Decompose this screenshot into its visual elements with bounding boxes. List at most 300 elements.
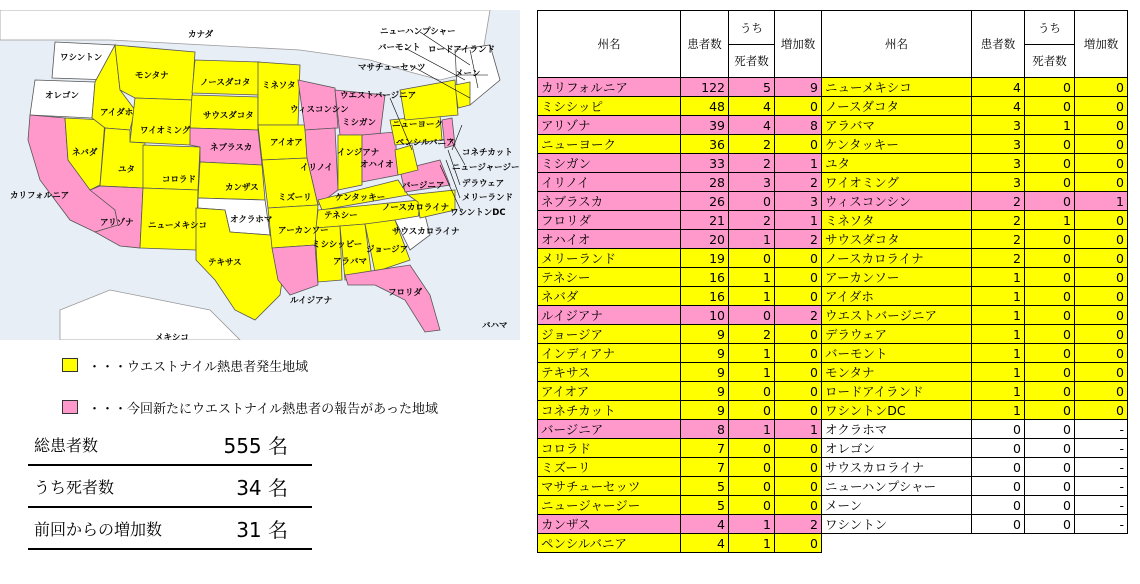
header-increase-2: 増加数 — [1075, 11, 1128, 78]
cell-patients: 5 — [681, 477, 729, 496]
header-deaths-2: 死者数 — [1025, 45, 1075, 78]
cell-deaths: 1 — [729, 268, 775, 287]
map-label-alabama: アラバマ — [333, 257, 368, 267]
cell-state-name-2: ワシントン — [822, 515, 972, 534]
cell-state-name: ルイジアナ — [538, 306, 681, 325]
map-label-california: カリフォルニア — [10, 191, 70, 201]
header-patients-2: 患者数 — [972, 11, 1025, 78]
cell-increase: 0 — [775, 477, 822, 496]
cell-state-name-2: ノースダコタ — [822, 97, 972, 116]
map-label-oklahoma: オクラホマ — [230, 215, 273, 225]
cell-patients: 48 — [681, 97, 729, 116]
cell-patients-2: 3 — [972, 116, 1025, 135]
cell-state-name-2: ノースカロライナ — [822, 249, 972, 268]
map-label-south-carolina: サウスカロライナ — [392, 227, 460, 237]
map-label-south-dakota: サウスダコタ — [203, 111, 254, 121]
map-label-georgia: ジョージア — [366, 245, 409, 255]
cell-patients-2: 0 — [972, 477, 1025, 496]
cell-patients-2: 4 — [972, 97, 1025, 116]
cell-increase: 0 — [775, 534, 822, 553]
header-increase: 増加数 — [775, 11, 822, 78]
cell-deaths: 0 — [729, 249, 775, 268]
header-deaths: 死者数 — [729, 45, 775, 78]
cell-state-name-2: ニューハンプシャー — [822, 477, 972, 496]
cell-deaths-2: 0 — [1025, 135, 1075, 154]
cell-increase: 0 — [775, 439, 822, 458]
table-row — [538, 135, 1128, 154]
cell-state-name: テキサス — [538, 363, 681, 382]
cell-state-name: ジョージア — [538, 325, 681, 344]
table-row — [538, 382, 1128, 401]
total-patients-label: 総患者数 — [34, 435, 99, 455]
map-label-oregon: オレゴン — [45, 91, 80, 101]
cell-patients: 8 — [681, 420, 729, 439]
cell-state-name: オハイオ — [538, 230, 681, 249]
cell-patients-2: 0 — [972, 458, 1025, 477]
cell-deaths: 0 — [729, 458, 775, 477]
cell-deaths: 0 — [729, 496, 775, 515]
cell-increase-2: 0 — [1075, 154, 1128, 173]
cell-state-name: コロラド — [538, 439, 681, 458]
cell-deaths: 0 — [729, 401, 775, 420]
header-state-2: 州名 — [822, 11, 972, 78]
map-label-tennessee: テネシー — [324, 211, 358, 221]
header-patients: 患者数 — [681, 11, 729, 78]
table-row — [538, 211, 1128, 230]
header-of-which-2: うち — [1025, 11, 1075, 45]
cell-deaths: 1 — [729, 230, 775, 249]
cell-patients-2: 3 — [972, 173, 1025, 192]
map-label-new-mexico: ニューメキシコ — [148, 221, 207, 231]
cell-deaths-2: 0 — [1025, 420, 1075, 439]
cell-state-name-2: オクラホマ — [822, 420, 972, 439]
cell-patients: 16 — [681, 268, 729, 287]
cell-deaths-2: 0 — [1025, 249, 1075, 268]
cell-patients-2: 1 — [972, 306, 1025, 325]
state-cases-table — [537, 10, 1128, 553]
cell-increase: 0 — [775, 344, 822, 363]
cell-deaths-2 — [1025, 534, 1075, 553]
cell-state-name: フロリダ — [538, 211, 681, 230]
cell-patients: 20 — [681, 230, 729, 249]
cell-state-name: ニュージャージー — [538, 496, 681, 515]
cell-patients-2: 2 — [972, 230, 1025, 249]
total-deaths-row — [28, 466, 312, 508]
cell-patients-2: 1 — [972, 344, 1025, 363]
map-label-missouri: ミズーリ — [278, 193, 312, 203]
cell-patients-2: 2 — [972, 211, 1025, 230]
map-label-arkansas: アーカンソー — [278, 226, 329, 236]
table-row — [538, 401, 1128, 420]
cell-deaths: 0 — [729, 382, 775, 401]
cell-state-name: インディアナ — [538, 344, 681, 363]
cell-deaths: 1 — [729, 420, 775, 439]
cell-increase: 0 — [775, 382, 822, 401]
total-patients-value: 555 名 — [223, 433, 288, 458]
map-label-idaho: アイダホ — [100, 108, 134, 118]
cell-patients: 28 — [681, 173, 729, 192]
cell-state-name: コネチカット — [538, 401, 681, 420]
cell-deaths: 4 — [729, 97, 775, 116]
total-patients-row — [28, 424, 312, 466]
table-row — [538, 420, 1128, 439]
cell-patients-2: 3 — [972, 154, 1025, 173]
map-label-mississippi: ミシシッピー — [312, 240, 363, 250]
table-row — [538, 496, 1128, 515]
totals-summary — [28, 424, 312, 550]
cell-deaths: 0 — [729, 439, 775, 458]
cell-patients-2: 2 — [972, 192, 1025, 211]
cell-increase-2: 0 — [1075, 116, 1128, 135]
cell-increase: 0 — [775, 249, 822, 268]
cell-patients-2: 0 — [972, 439, 1025, 458]
total-increase-value: 31 名 — [236, 517, 288, 542]
map-label-new-hampshire: ニューハンプシャー — [380, 27, 456, 37]
legend-row-pink — [62, 394, 482, 420]
cell-deaths: 2 — [729, 135, 775, 154]
cell-deaths-2: 0 — [1025, 192, 1075, 211]
cell-increase-2: 0 — [1075, 382, 1128, 401]
table-header-row — [538, 11, 1128, 45]
map-label-massachusetts: マサチューセッツ — [358, 63, 426, 73]
table-row — [538, 515, 1128, 534]
cell-patients: 9 — [681, 363, 729, 382]
cell-state-name-2: アーカンソー — [822, 268, 972, 287]
map-label-washington-dc: ワシントンDC — [450, 208, 506, 218]
cell-increase-2: 1 — [1075, 192, 1128, 211]
table-row — [538, 344, 1128, 363]
cell-patients: 10 — [681, 306, 729, 325]
cell-patients-2: 1 — [972, 382, 1025, 401]
table-row — [538, 249, 1128, 268]
cell-increase-2: 0 — [1075, 401, 1128, 420]
map-label-canada: カナダ — [188, 30, 214, 40]
cell-patients: 4 — [681, 534, 729, 553]
cell-state-name-2: ユタ — [822, 154, 972, 173]
cell-patients: 5 — [681, 496, 729, 515]
cell-increase-2: - — [1075, 420, 1128, 439]
cell-increase: 0 — [775, 458, 822, 477]
cell-patients: 39 — [681, 116, 729, 135]
cell-patients: 7 — [681, 439, 729, 458]
cell-patients-2: 4 — [972, 78, 1025, 97]
yellow-swatch — [62, 358, 78, 372]
cell-increase: 0 — [775, 496, 822, 515]
cell-increase-2: 0 — [1075, 135, 1128, 154]
map-label-minnesota: ミネソタ — [262, 81, 296, 91]
table-row — [538, 97, 1128, 116]
cell-state-name-2: ワイオミング — [822, 173, 972, 192]
cell-state-name-2: デラウェア — [822, 325, 972, 344]
map-label-nevada: ネバダ — [72, 148, 98, 158]
cell-increase: 3 — [775, 192, 822, 211]
cell-patients-2: 1 — [972, 287, 1025, 306]
legend-pink-label: ・・・今回新たにウエストナイル熱患者の報告があった地域 — [88, 401, 438, 417]
cell-state-name: テネシー — [538, 268, 681, 287]
cell-deaths: 1 — [729, 287, 775, 306]
cell-increase-2: 0 — [1075, 287, 1128, 306]
map-label-louisiana: ルイジアナ — [290, 296, 333, 306]
cell-deaths: 5 — [729, 78, 775, 97]
cell-increase: 8 — [775, 116, 822, 135]
table-row — [538, 78, 1128, 97]
cell-state-name: カンザス — [538, 515, 681, 534]
cell-deaths-2: 0 — [1025, 401, 1075, 420]
map-label-maryland: メリーランド — [462, 193, 514, 203]
cell-increase-2: 0 — [1075, 211, 1128, 230]
cell-state-name-2: アイダホ — [822, 287, 972, 306]
cell-patients-2: 0 — [972, 496, 1025, 515]
map-label-new-jersey: ニュージャージー — [452, 163, 520, 173]
map-label-michigan: ミシガン — [342, 118, 377, 128]
cell-deaths-2: 0 — [1025, 477, 1075, 496]
table-row — [538, 268, 1128, 287]
cell-deaths: 0 — [729, 192, 775, 211]
table-row — [538, 439, 1128, 458]
cell-state-name: ネブラスカ — [538, 192, 681, 211]
legend-yellow-label: ・・・ウエストナイル熱患者発生地域 — [88, 359, 309, 375]
pink-swatch — [62, 400, 78, 414]
table-row — [538, 534, 1128, 553]
cell-deaths-2: 0 — [1025, 363, 1075, 382]
map-label-iowa: アイオア — [270, 138, 303, 148]
map-label-colorado: コロラド — [162, 175, 197, 185]
cell-increase-2: - — [1075, 496, 1128, 515]
cell-state-name: アリゾナ — [538, 116, 681, 135]
cell-state-name: ミズーリ — [538, 458, 681, 477]
map-label-indiana: インジアナ — [337, 148, 380, 158]
cell-patients: 36 — [681, 135, 729, 154]
map-label-washington: ワシントン — [60, 53, 103, 63]
cell-patients-2: 1 — [972, 268, 1025, 287]
cell-deaths: 0 — [729, 477, 775, 496]
map-label-nebraska: ネブラスカ — [210, 143, 253, 153]
map-label-illinois: イリノイ — [300, 163, 333, 173]
cell-increase: 0 — [775, 363, 822, 382]
cell-state-name: メリーランド — [538, 249, 681, 268]
cell-increase: 1 — [775, 154, 822, 173]
cell-state-name-2: サウスカロライナ — [822, 458, 972, 477]
cell-state-name: ネバダ — [538, 287, 681, 306]
cell-state-name: ニューヨーク — [538, 135, 681, 154]
cell-patients: 4 — [681, 515, 729, 534]
map-label-utah: ユタ — [118, 165, 136, 175]
cell-deaths-2: 0 — [1025, 458, 1075, 477]
cell-deaths: 3 — [729, 173, 775, 192]
table-row — [538, 325, 1128, 344]
map-label-maine: メーン — [455, 69, 481, 79]
cell-deaths-2: 0 — [1025, 97, 1075, 116]
legend-row-yellow — [62, 352, 482, 378]
cell-deaths: 2 — [729, 211, 775, 230]
cell-increase: 0 — [775, 97, 822, 116]
map-label-pennsylvania: ペンシルバニア — [396, 138, 455, 148]
cell-patients: 21 — [681, 211, 729, 230]
cell-state-name-2: オレゴン — [822, 439, 972, 458]
cell-patients-2: 1 — [972, 363, 1025, 382]
cell-state-name-2: ニューメキシコ — [822, 78, 972, 97]
cell-patients: 7 — [681, 458, 729, 477]
cell-increase: 0 — [775, 135, 822, 154]
map-label-florida: フロリダ — [388, 288, 423, 298]
cell-patients-2: 2 — [972, 249, 1025, 268]
map-label-new-york: ニューヨーク — [392, 120, 444, 130]
map-label-virginia: バージニア — [402, 181, 445, 191]
table-row — [538, 192, 1128, 211]
map-label-rhode-island: ロードアイランド — [428, 45, 495, 55]
cell-deaths-2: 0 — [1025, 306, 1075, 325]
cell-state-name: バージニア — [538, 420, 681, 439]
cell-patients-2 — [972, 534, 1025, 553]
map-label-north-carolina: ノースカロライナ — [382, 203, 450, 213]
cell-state-name: マサチューセッツ — [538, 477, 681, 496]
cell-patients: 33 — [681, 154, 729, 173]
map-label-west-virginia: ウエストバージニア — [340, 91, 417, 101]
cell-deaths: 2 — [729, 154, 775, 173]
table-row — [538, 287, 1128, 306]
cell-state-name-2: モンタナ — [822, 363, 972, 382]
cell-deaths-2: 0 — [1025, 515, 1075, 534]
cell-state-name: ペンシルバニア — [538, 534, 681, 553]
cell-state-name-2: メーン — [822, 496, 972, 515]
cell-increase: 0 — [775, 325, 822, 344]
total-increase-row — [28, 508, 312, 550]
cell-increase: 2 — [775, 230, 822, 249]
cell-deaths-2: 0 — [1025, 154, 1075, 173]
cell-patients: 9 — [681, 401, 729, 420]
cell-state-name: イリノイ — [538, 173, 681, 192]
cell-deaths: 1 — [729, 344, 775, 363]
map-label-delaware: デラウェア — [462, 179, 505, 189]
cell-state-name-2: サウスダコタ — [822, 230, 972, 249]
cell-deaths-2: 1 — [1025, 211, 1075, 230]
cell-deaths: 2 — [729, 325, 775, 344]
cell-increase-2 — [1075, 534, 1128, 553]
total-deaths-label: うち死者数 — [34, 477, 115, 497]
map-label-vermont: バーモント — [378, 43, 421, 53]
cell-increase-2: 0 — [1075, 249, 1128, 268]
map-label-ohio: オハイオ — [360, 160, 394, 170]
header-state: 州名 — [538, 11, 681, 78]
table-row — [538, 363, 1128, 382]
cell-patients-2: 0 — [972, 515, 1025, 534]
cell-increase: 9 — [775, 78, 822, 97]
cell-state-name-2: ウエストバージニア — [822, 306, 972, 325]
cell-increase-2: 0 — [1075, 325, 1128, 344]
cell-deaths-2: 0 — [1025, 344, 1075, 363]
table-row — [538, 154, 1128, 173]
cell-patients: 26 — [681, 192, 729, 211]
cell-deaths-2: 0 — [1025, 439, 1075, 458]
total-increase-label: 前回からの増加数 — [34, 519, 163, 539]
cell-increase-2: - — [1075, 477, 1128, 496]
us-map — [0, 10, 520, 340]
map-label-kentucky: ケンタッキー — [335, 193, 386, 203]
table-row — [538, 230, 1128, 249]
map-label-wisconsin: ウィスコンシン — [290, 105, 349, 115]
cell-patients-2: 1 — [972, 325, 1025, 344]
cell-increase-2: 0 — [1075, 78, 1128, 97]
cell-state-name: ミシシッピ — [538, 97, 681, 116]
cell-deaths-2: 0 — [1025, 78, 1075, 97]
cell-increase-2: 0 — [1075, 173, 1128, 192]
cell-increase-2: 0 — [1075, 344, 1128, 363]
cell-increase-2: 0 — [1075, 306, 1128, 325]
cell-deaths: 1 — [729, 534, 775, 553]
total-deaths-value: 34 名 — [236, 475, 288, 500]
cell-state-name: ミシガン — [538, 154, 681, 173]
cell-increase: 2 — [775, 515, 822, 534]
cell-increase-2: 0 — [1075, 268, 1128, 287]
cell-increase: 1 — [775, 211, 822, 230]
map-label-kansas: カンザス — [225, 183, 259, 193]
cell-deaths: 4 — [729, 116, 775, 135]
map-label-connecticut: コネチカット — [462, 148, 513, 158]
cell-state-name-2: アラバマ — [822, 116, 972, 135]
cell-patients-2: 3 — [972, 135, 1025, 154]
cell-patients: 16 — [681, 287, 729, 306]
cell-state-name-2: ウィスコンシン — [822, 192, 972, 211]
cell-increase-2: 0 — [1075, 97, 1128, 116]
cell-state-name: カリフォルニア — [538, 78, 681, 97]
cell-patients-2: 0 — [972, 420, 1025, 439]
cell-increase: 2 — [775, 306, 822, 325]
cell-state-name-2: ミネソタ — [822, 211, 972, 230]
cell-patients-2: 1 — [972, 401, 1025, 420]
cell-patients: 122 — [681, 78, 729, 97]
cell-increase: 2 — [775, 173, 822, 192]
cell-state-name-2: ワシントンDC — [822, 401, 972, 420]
map-label-wyoming: ワイオミング — [140, 126, 191, 136]
map-label-north-dakota: ノースダコタ — [200, 78, 251, 88]
cell-increase: 1 — [775, 420, 822, 439]
cell-deaths: 0 — [729, 306, 775, 325]
cell-deaths-2: 0 — [1025, 173, 1075, 192]
table-row — [538, 477, 1128, 496]
cell-state-name-2: ロードアイランド — [822, 382, 972, 401]
cell-deaths-2: 0 — [1025, 325, 1075, 344]
cell-patients: 9 — [681, 325, 729, 344]
cell-increase-2: 0 — [1075, 230, 1128, 249]
map-label-bahamas: バハマ — [482, 321, 508, 331]
cell-increase-2: 0 — [1075, 363, 1128, 382]
cell-state-name-2 — [822, 534, 972, 553]
cell-deaths: 1 — [729, 515, 775, 534]
map-label-texas: テキサス — [208, 258, 242, 268]
cell-patients: 19 — [681, 249, 729, 268]
table-row — [538, 306, 1128, 325]
map-label-arizona: アリゾナ — [100, 218, 134, 228]
cell-deaths-2: 0 — [1025, 382, 1075, 401]
cell-increase-2: - — [1075, 515, 1128, 534]
table-row — [538, 458, 1128, 477]
cell-deaths-2: 0 — [1025, 287, 1075, 306]
table-row — [538, 173, 1128, 192]
map-label-mexico: メキシコ — [155, 333, 189, 340]
cell-increase: 0 — [775, 287, 822, 306]
cell-deaths-2: 1 — [1025, 116, 1075, 135]
cell-state-name-2: ケンタッキー — [822, 135, 972, 154]
cell-deaths-2: 0 — [1025, 496, 1075, 515]
cell-increase: 0 — [775, 268, 822, 287]
table-row — [538, 116, 1128, 135]
cell-deaths-2: 0 — [1025, 230, 1075, 249]
map-label-montana: モンタナ — [135, 71, 169, 81]
cell-increase-2: - — [1075, 458, 1128, 477]
cell-increase: 0 — [775, 401, 822, 420]
cell-patients: 9 — [681, 382, 729, 401]
cell-deaths-2: 0 — [1025, 268, 1075, 287]
